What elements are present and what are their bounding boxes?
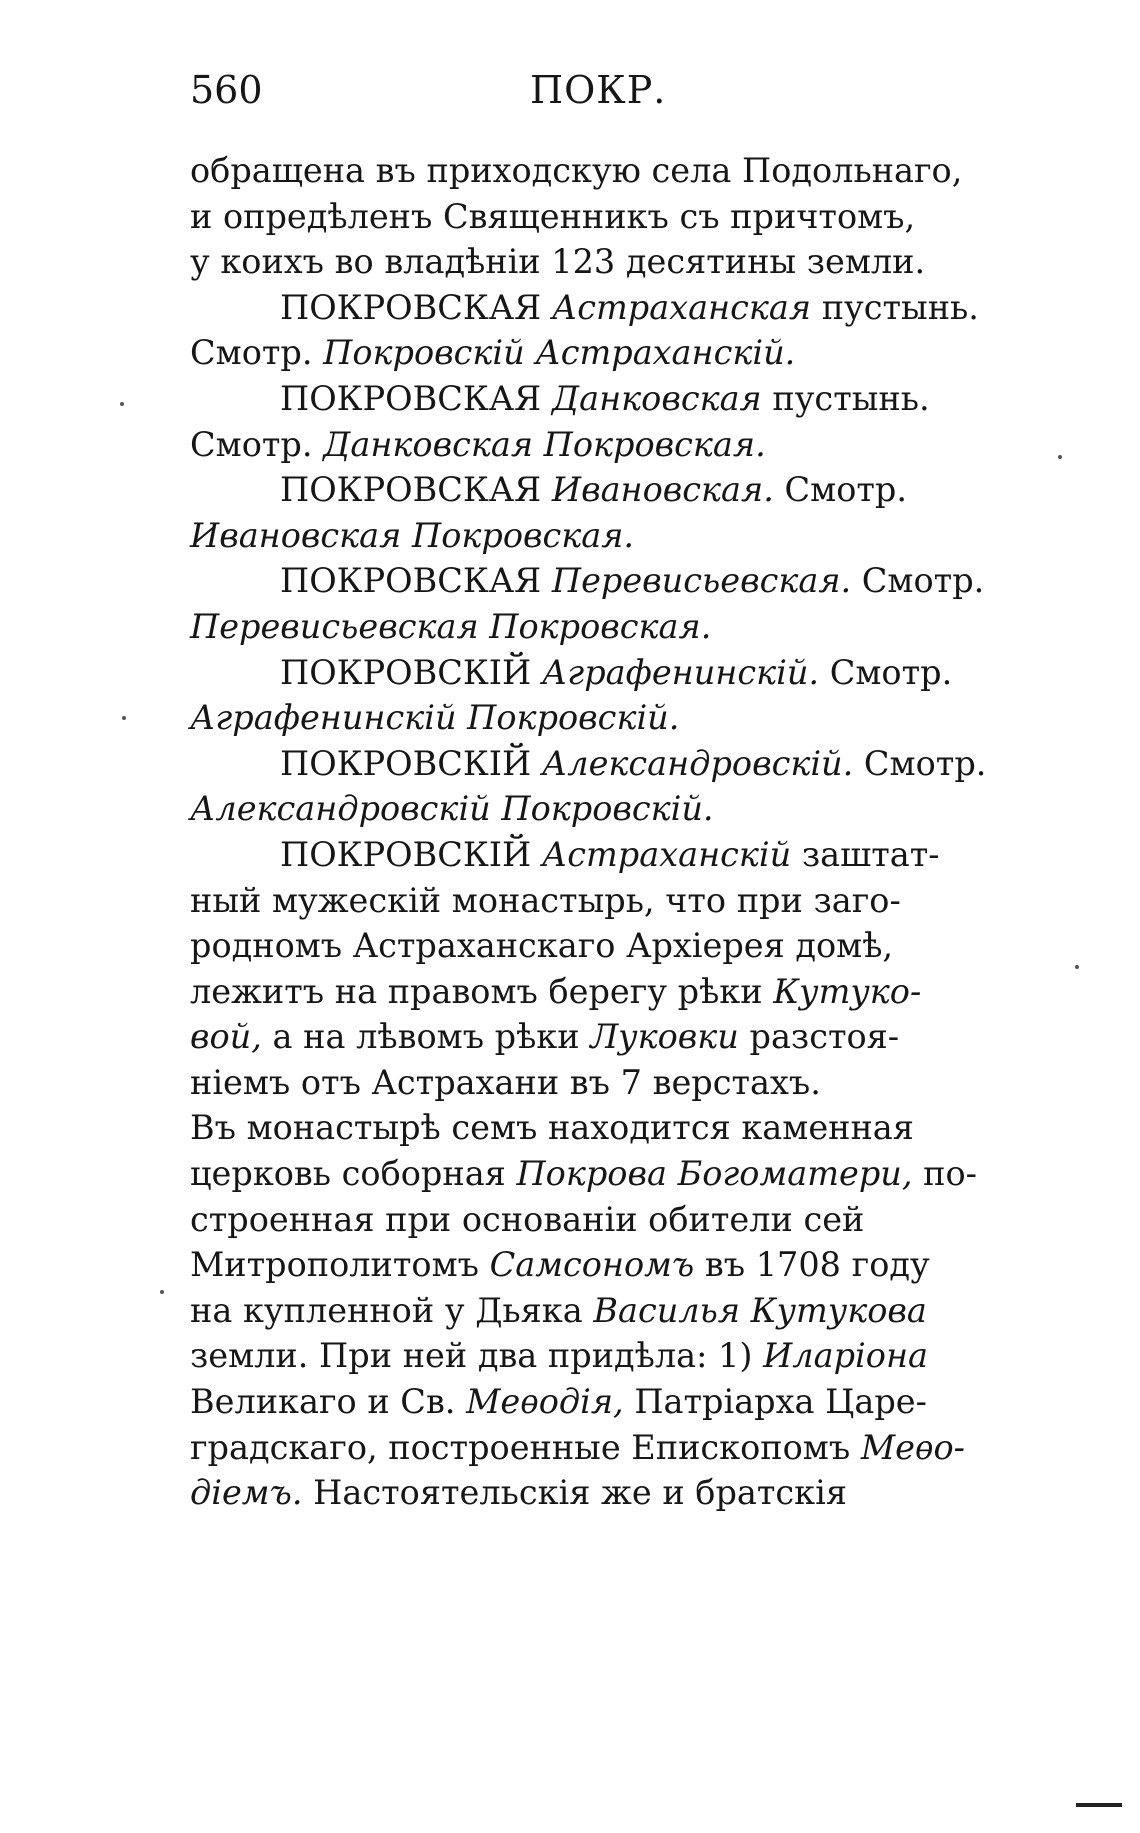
italic-text: Самсономъ [489,1245,695,1285]
text-line [190,741,1030,787]
italic-text: Покровскій Астраханскій. [323,333,796,373]
scan-speck [1075,965,1079,969]
italic-text: Перевисьевская Покровская. [190,606,712,646]
text-line [190,604,1030,650]
italic-text: Данковская [551,378,762,418]
text-line [190,878,1030,924]
text-run: Настоятельскія же и братскія [302,1473,847,1513]
text-run: Патріарха Царе- [623,1382,927,1422]
book-page [190,60,1030,1516]
italic-text: Александровскій. [541,743,854,783]
text-line [190,1060,1030,1106]
italic-text: Василья Кутукова [593,1290,927,1330]
italic-text: діемъ. [190,1473,303,1513]
text-run: родномъ Астраханскаго Архіерея домѣ, [190,926,894,966]
text-line [190,1425,1030,1471]
italic-text: Меѳодія, [466,1382,624,1422]
text-run: заштат- [791,834,940,874]
text-run: Смотр. [190,333,324,373]
text-run: Смотр. [851,561,985,601]
text-run: ніемъ отъ Астрахани въ 7 верстахъ. [190,1062,821,1102]
text-run: ПОКРОВСКАЯ [280,470,552,510]
text-run: строенная при основаніи обители сей [190,1199,865,1239]
text-line [190,695,1030,741]
scan-speck [160,1290,164,1294]
text-run: ПОКРОВСКІЙ [280,834,542,874]
italic-text: Меѳо- [860,1427,965,1467]
text-line [190,969,1030,1015]
text-run: градскаго, построенные Епископомъ [190,1427,861,1467]
text-run: Смотр. [773,470,908,510]
text-line [190,376,1030,422]
text-run: Въ монастырѣ семъ находится каменная [190,1108,914,1148]
text-run: Митрополитомъ [190,1245,490,1285]
text-line [190,148,1030,194]
italic-text: Александровскій Покровскій. [190,789,714,829]
text-line [190,194,1030,240]
italic-text: Ивановская. [551,470,774,510]
text-line [190,832,1030,878]
text-run: разстоя- [738,1017,900,1057]
text-line [190,786,1030,832]
scan-speck [1058,455,1062,459]
italic-text: Астраханская [551,287,812,327]
page-number: 560 [190,68,263,112]
text-line [190,1197,1030,1243]
scan-speck [122,716,126,720]
italic-text: Ивановская Покровская. [190,515,635,555]
text-line [190,467,1030,513]
text-line [190,1470,1030,1516]
text-line [190,558,1030,604]
text-run: лежитъ на правомъ берегу рѣки [190,971,774,1011]
running-head: ПОКР. [530,68,667,112]
italic-text: Аграфенинскій. [541,652,820,692]
text-run: и опредѣленъ Священникъ съ причтомъ, [190,196,916,236]
text-run: по- [912,1154,977,1194]
text-run: у коихъ во владѣніи 123 десятины земли. [190,242,926,282]
italic-text: Перевисьевская. [551,561,852,601]
text-run: церковь соборная [190,1154,517,1194]
text-run: Великаго и Св. [190,1382,467,1422]
scan-speck [120,402,124,406]
text-line [190,1333,1030,1379]
text-run: ПОКРОВСКАЯ [280,378,552,418]
text-line [190,1379,1030,1425]
text-run: ПОКРОВСКАЯ [280,287,552,327]
text-line [190,1151,1030,1197]
italic-text: Аграфенинскій Покровскій. [190,698,680,738]
text-line [190,513,1030,559]
text-line [190,330,1030,376]
body-text [190,148,1030,1516]
text-run: ный мужескій монастырь, что при заго- [190,880,901,920]
page-header [190,60,1030,130]
text-run: Смотр. [853,743,987,783]
italic-text: Покрова Богоматери, [516,1154,913,1194]
text-line [190,422,1030,468]
text-line [190,239,1030,285]
italic-text: Иларіона [763,1336,928,1376]
text-run: Смотр. [819,652,953,692]
text-line [190,923,1030,969]
text-line [190,1288,1030,1334]
text-line [190,285,1030,331]
italic-text: Кутуко- [773,971,922,1011]
text-run: ПОКРОВСКІЙ [280,743,542,783]
text-run: пустынь. [761,378,930,418]
text-run: а на лѣвомъ рѣки [261,1017,591,1057]
text-run: Смотр. [190,424,324,464]
text-run: на купленной у Дьяка [190,1290,594,1330]
text-run: пустынь. [811,287,979,327]
italic-text: вой, [190,1017,262,1057]
italic-text: Астраханскій [541,834,792,874]
italic-text: Луковки [590,1017,739,1057]
text-line [190,1242,1030,1288]
scan-edge-mark [1076,1803,1122,1807]
text-line [190,1105,1030,1151]
text-line [190,650,1030,696]
text-run: въ 1708 году [694,1245,930,1285]
italic-text: Данковская Покровская. [323,424,766,464]
text-run: обращена въ приходскую села Подольнаго, [190,151,963,190]
text-line [190,1014,1030,1060]
text-run: ПОКРОВСКІЙ [280,652,542,692]
text-run: ПОКРОВСКАЯ [280,561,552,601]
text-run: земли. При ней два придѣла: 1) [190,1336,764,1376]
